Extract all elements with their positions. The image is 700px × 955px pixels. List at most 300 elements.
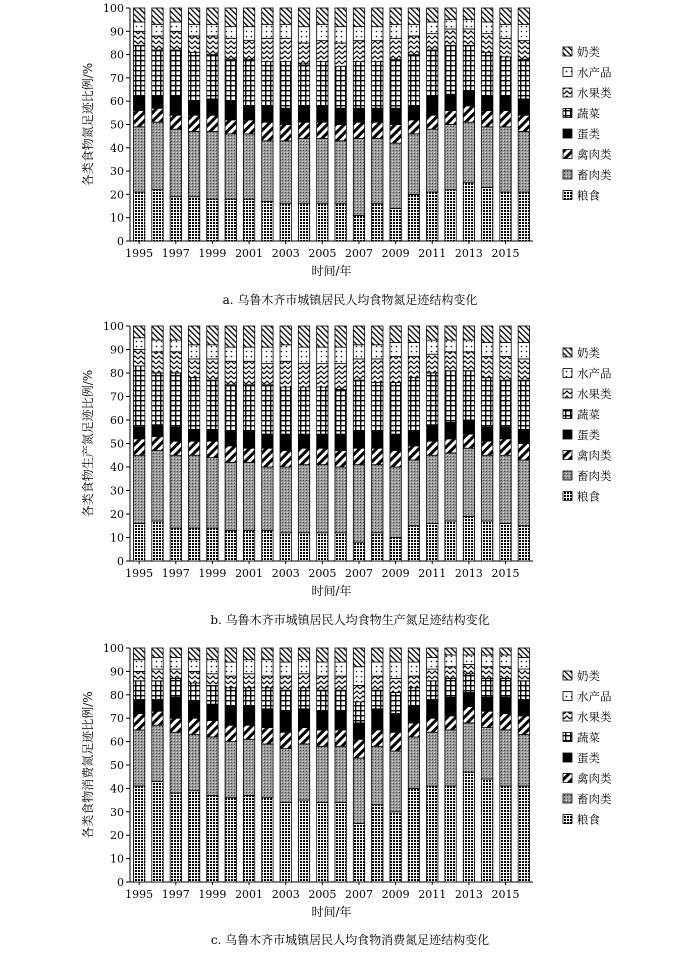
bar-segment-水果类 xyxy=(335,676,346,690)
legend-swatch-粮食 xyxy=(563,492,572,501)
bar-segment-蔬菜 xyxy=(152,50,163,97)
bar-segment-粮食 xyxy=(335,204,346,241)
bar-segment-蛋类 xyxy=(445,422,456,438)
bar-segment-粮食 xyxy=(243,795,254,882)
bar-segment-水果类 xyxy=(262,364,273,385)
bar-segment-水果类 xyxy=(243,41,254,60)
bar-segment-水产品 xyxy=(482,655,493,667)
bar-segment-粮食 xyxy=(408,194,419,241)
bar-segment-蔬菜 xyxy=(445,45,456,94)
bar-segment-粮食 xyxy=(188,791,199,882)
bar-segment-奶类 xyxy=(353,8,364,27)
bar-segment-粮食 xyxy=(170,793,181,882)
bar-segment-蛋类 xyxy=(500,427,511,439)
legend-swatch-禽肉类 xyxy=(563,451,572,460)
bar-segment-奶类 xyxy=(408,648,419,662)
bar-segment-禽肉类 xyxy=(463,434,474,448)
stacked-bar-1995 xyxy=(133,648,144,882)
bar-segment-奶类 xyxy=(298,326,309,347)
y-tick-label: 80 xyxy=(110,48,124,62)
bar-segment-水产品 xyxy=(353,667,364,686)
bar-segment-水产品 xyxy=(280,24,291,38)
bar-segment-水产品 xyxy=(298,347,309,363)
chart-caption: a. 乌鲁木齐市城镇居民人均食物氮足迹结构变化 xyxy=(222,293,478,307)
bar-segment-水果类 xyxy=(482,34,493,53)
bar-segment-水产品 xyxy=(243,27,254,41)
bar-segment-畜肉类 xyxy=(500,455,511,523)
bar-segment-蔬菜 xyxy=(335,389,346,434)
x-axis-label: 时间/年 xyxy=(311,905,352,919)
bar-segment-水果类 xyxy=(243,361,254,385)
stacked-bar-2004 xyxy=(298,326,309,561)
y-tick-label: 0 xyxy=(117,235,124,248)
y-tick-label: 30 xyxy=(110,484,124,498)
legend-swatch-奶类 xyxy=(563,348,572,357)
stacked-bar-2000 xyxy=(225,8,236,241)
bar-segment-畜肉类 xyxy=(207,131,218,199)
bar-segment-水产品 xyxy=(335,27,346,43)
stacked-bar-1995 xyxy=(133,326,144,561)
x-axis-label: 时间/年 xyxy=(311,264,352,278)
bar-segment-奶类 xyxy=(463,648,474,655)
bar-segment-水产品 xyxy=(317,24,328,40)
bar-segment-水产品 xyxy=(500,342,511,356)
bar-segment-水果类 xyxy=(317,41,328,62)
bar-segment-蛋类 xyxy=(188,429,199,441)
bar-segment-蔬菜 xyxy=(408,688,419,707)
legend-swatch-水果类 xyxy=(563,712,572,721)
stacked-bar-2011 xyxy=(427,648,438,882)
bar-segment-畜肉类 xyxy=(317,138,328,203)
bar-segment-蔬菜 xyxy=(445,678,456,697)
bar-segment-蔬菜 xyxy=(225,385,236,432)
bar-segment-蔬菜 xyxy=(427,373,438,425)
stacked-bar-2003 xyxy=(280,648,291,882)
y-tick-label: 80 xyxy=(110,688,124,702)
legend-swatch-水产品 xyxy=(563,369,572,378)
legend-label-蛋类: 蛋类 xyxy=(577,751,600,765)
bar-segment-奶类 xyxy=(427,8,438,22)
bar-segment-畜肉类 xyxy=(335,746,346,802)
bar-segment-畜肉类 xyxy=(482,127,493,188)
y-axis-label: 各类食物生产氮足迹比例/% xyxy=(81,369,95,518)
bar-segment-蛋类 xyxy=(335,434,346,450)
bar-segment-水果类 xyxy=(225,361,236,385)
bar-segment-畜肉类 xyxy=(463,122,474,183)
stacked-bar-2001 xyxy=(243,326,254,561)
stacked-bar-1995 xyxy=(133,8,144,241)
legend-label-粮食: 粮食 xyxy=(577,812,600,827)
bar-segment-蛋类 xyxy=(518,99,529,115)
bar-segment-水产品 xyxy=(207,24,218,36)
bar-segment-水果类 xyxy=(408,357,419,378)
bar-segment-畜肉类 xyxy=(152,725,163,781)
bar-segment-蔬菜 xyxy=(298,387,309,434)
bar-segment-水产品 xyxy=(335,662,346,676)
bar-segment-禽肉类 xyxy=(445,111,456,125)
bar-segment-水果类 xyxy=(518,41,529,60)
bar-segment-畜肉类 xyxy=(170,732,181,793)
bar-segment-粮食 xyxy=(445,521,456,561)
bar-segment-奶类 xyxy=(317,648,328,662)
bar-segment-蛋类 xyxy=(188,101,199,115)
bar-segment-禽肉类 xyxy=(262,122,273,141)
y-tick-label: 80 xyxy=(110,367,124,380)
bar-segment-粮食 xyxy=(133,523,144,561)
bar-segment-奶类 xyxy=(225,648,236,662)
legend xyxy=(563,669,612,827)
bar-segment-粮食 xyxy=(243,199,254,241)
bar-segment-蛋类 xyxy=(207,704,218,720)
bar-segment-畜肉类 xyxy=(390,467,401,538)
bar-segment-水产品 xyxy=(518,342,529,358)
stacked-bar-2014 xyxy=(482,326,493,561)
y-tick-label: 20 xyxy=(110,188,124,202)
bar-segment-水果类 xyxy=(170,669,181,678)
bar-segment-蛋类 xyxy=(335,711,346,730)
stacked-bar-2011 xyxy=(427,8,438,241)
bar-segment-蔬菜 xyxy=(353,62,364,109)
bar-segment-水产品 xyxy=(188,24,199,36)
bar-segment-水产品 xyxy=(152,657,163,669)
y-tick-label: 70 xyxy=(110,712,124,726)
bar-segment-畜肉类 xyxy=(353,465,364,543)
x-tick-label: 2001 xyxy=(235,247,264,260)
legend-label-水果类: 水果类 xyxy=(577,710,612,724)
stacked-bar-2001 xyxy=(243,8,254,241)
bar-segment-禽肉类 xyxy=(280,125,291,141)
bar-segment-蔬菜 xyxy=(482,378,493,427)
bar-segment-蔬菜 xyxy=(500,678,511,697)
stacked-bar-2006 xyxy=(335,648,346,882)
y-tick-label: 0 xyxy=(117,555,124,568)
bar-segment-蛋类 xyxy=(390,714,401,733)
stacked-bar-1996 xyxy=(152,326,163,561)
bar-segment-水果类 xyxy=(188,36,199,52)
bar-segment-禽肉类 xyxy=(225,446,236,462)
legend-label-畜肉类: 畜肉类 xyxy=(577,168,612,182)
legend-swatch-蔬菜 xyxy=(563,410,572,419)
bar-segment-畜肉类 xyxy=(500,730,511,786)
x-tick-label: 2011 xyxy=(418,247,447,260)
bar-segment-蔬菜 xyxy=(445,371,456,423)
legend-swatch-畜肉类 xyxy=(563,170,572,179)
y-tick-label: 50 xyxy=(110,118,124,132)
bar-segment-粮食 xyxy=(500,192,511,241)
bar-segment-畜肉类 xyxy=(390,751,401,812)
bar-segment-蛋类 xyxy=(133,427,144,439)
bar-segment-蛋类 xyxy=(427,425,438,441)
bar-segment-畜肉类 xyxy=(280,467,291,533)
stacked-bar-1997 xyxy=(170,8,181,241)
bar-segment-粮食 xyxy=(372,805,383,882)
bar-segment-蔬菜 xyxy=(133,681,144,700)
bar-segment-粮食 xyxy=(518,526,529,561)
bar-segment-禽肉类 xyxy=(427,718,438,732)
legend-label-禽肉类: 禽肉类 xyxy=(577,771,612,786)
bar-segment-畜肉类 xyxy=(408,737,419,788)
bar-segment-水产品 xyxy=(482,22,493,34)
bar-segment-畜肉类 xyxy=(518,460,529,526)
bar-segment-水果类 xyxy=(500,667,511,679)
bar-segment-水果类 xyxy=(280,361,291,387)
bar-segment-粮食 xyxy=(427,523,438,561)
bar-segment-粮食 xyxy=(335,802,346,882)
bar-segment-禽肉类 xyxy=(152,711,163,725)
bar-segment-水果类 xyxy=(317,364,328,388)
bar-segment-禽肉类 xyxy=(207,441,218,457)
legend-swatch-蔬菜 xyxy=(563,109,572,118)
legend-label-蛋类: 蛋类 xyxy=(577,127,600,141)
bar-segment-粮食 xyxy=(133,786,144,882)
bar-segment-蔬菜 xyxy=(298,688,309,709)
bar-segment-蛋类 xyxy=(518,429,529,443)
x-tick-label: 1995 xyxy=(125,888,154,901)
bar-segment-禽肉类 xyxy=(335,125,346,141)
bar-segment-水果类 xyxy=(390,357,401,383)
bar-segment-畜肉类 xyxy=(335,141,346,204)
bar-segment-水果类 xyxy=(207,36,218,55)
bar-segment-奶类 xyxy=(188,648,199,660)
bar-segment-蛋类 xyxy=(408,106,419,120)
bar-segment-蔬菜 xyxy=(207,685,218,704)
bar-segment-畜肉类 xyxy=(390,143,401,208)
bar-segment-奶类 xyxy=(390,8,401,24)
legend-swatch-粮食 xyxy=(563,191,572,200)
bar-segment-水果类 xyxy=(133,671,144,680)
x-tick-label: 2003 xyxy=(271,888,300,901)
bar-segment-畜肉类 xyxy=(170,129,181,197)
stacked-bar-2016 xyxy=(518,8,529,241)
bar-segment-水产品 xyxy=(225,347,236,361)
bar-segment-禽肉类 xyxy=(280,451,291,467)
x-tick-label: 2001 xyxy=(235,888,264,901)
bar-segment-蔬菜 xyxy=(133,45,144,96)
bar-segment-畜肉类 xyxy=(372,465,383,533)
bar-segment-奶类 xyxy=(262,326,273,347)
legend-swatch-畜肉类 xyxy=(563,794,572,803)
bar-segment-水果类 xyxy=(463,352,474,371)
bar-segment-蛋类 xyxy=(482,427,493,441)
bar-segment-奶类 xyxy=(335,648,346,662)
bar-segment-水产品 xyxy=(280,345,291,361)
legend-label-水产品: 水产品 xyxy=(577,65,612,80)
y-tick-label: 100 xyxy=(103,2,124,15)
bar-segment-奶类 xyxy=(482,648,493,655)
legend-label-水产品: 水产品 xyxy=(577,366,612,381)
bar-segment-禽肉类 xyxy=(482,711,493,727)
bar-segment-水产品 xyxy=(482,342,493,356)
bar-segment-奶类 xyxy=(133,648,144,660)
bar-segment-奶类 xyxy=(170,8,181,22)
bar-segment-禽肉类 xyxy=(317,730,328,746)
bar-segment-水果类 xyxy=(390,678,401,692)
bar-segment-水果类 xyxy=(500,38,511,57)
bar-segment-水果类 xyxy=(170,352,181,373)
stacked-bar-2013 xyxy=(463,8,474,241)
stacked-bar-1997 xyxy=(170,648,181,882)
bar-segment-畜肉类 xyxy=(353,138,364,215)
chart-panel-a xyxy=(80,2,612,307)
bar-segment-奶类 xyxy=(152,8,163,24)
y-tick-label: 60 xyxy=(110,414,124,427)
chart-caption: c. 乌鲁木齐市城镇居民人均食物消费氮足迹结构变化 xyxy=(210,933,490,947)
bar-segment-奶类 xyxy=(207,648,218,660)
bar-segment-蛋类 xyxy=(390,108,401,124)
bar-segment-水产品 xyxy=(463,20,474,29)
bar-segment-蔬菜 xyxy=(243,59,254,106)
bar-segment-蛋类 xyxy=(408,432,419,446)
stacked-bar-2015 xyxy=(500,326,511,561)
legend-swatch-水果类 xyxy=(563,88,572,97)
bar-segment-粮食 xyxy=(280,533,291,561)
bar-segment-禽肉类 xyxy=(390,451,401,467)
bar-segment-蔬菜 xyxy=(427,681,438,700)
bar-segment-奶类 xyxy=(353,648,364,667)
bar-segment-水产品 xyxy=(152,340,163,352)
bar-segment-水果类 xyxy=(408,676,419,688)
y-tick-label: 60 xyxy=(110,95,124,109)
y-tick-label: 100 xyxy=(103,320,124,333)
bar-segment-蛋类 xyxy=(188,702,199,718)
legend xyxy=(563,346,612,504)
bar-segment-水果类 xyxy=(518,669,529,681)
bar-segment-蛋类 xyxy=(500,697,511,713)
bar-segment-禽肉类 xyxy=(170,441,181,455)
bar-segment-蔬菜 xyxy=(482,678,493,697)
bar-segment-水产品 xyxy=(390,662,401,678)
bar-segment-蛋类 xyxy=(280,711,291,732)
x-tick-label: 2003 xyxy=(271,567,300,580)
bar-segment-奶类 xyxy=(482,326,493,342)
bar-segment-奶类 xyxy=(243,326,254,347)
bar-segment-禽肉类 xyxy=(225,120,236,134)
legend-swatch-奶类 xyxy=(563,47,572,56)
bar-segment-粮食 xyxy=(207,528,218,561)
bar-segment-蛋类 xyxy=(170,97,181,116)
bar-segment-蛋类 xyxy=(353,108,364,122)
bar-segment-蛋类 xyxy=(225,432,236,446)
bar-segment-奶类 xyxy=(408,326,419,342)
bar-segment-畜肉类 xyxy=(298,744,309,800)
bar-segment-蛋类 xyxy=(298,106,309,122)
bar-segment-粮食 xyxy=(518,192,529,241)
bar-segment-粮食 xyxy=(243,530,254,561)
bar-segment-奶类 xyxy=(280,648,291,662)
bar-segment-水产品 xyxy=(518,24,529,40)
stacked-bar-1998 xyxy=(188,8,199,241)
stacked-bar-2007 xyxy=(353,8,364,241)
stacked-bar-2000 xyxy=(225,326,236,561)
bar-segment-水产品 xyxy=(225,662,236,676)
bar-segment-蛋类 xyxy=(243,432,254,448)
bar-segment-粮食 xyxy=(445,190,456,241)
stacked-bar-1998 xyxy=(188,326,199,561)
bar-segment-禽肉类 xyxy=(207,115,218,131)
stacked-bar-2014 xyxy=(482,8,493,241)
legend xyxy=(563,45,612,203)
bar-segment-禽肉类 xyxy=(152,108,163,122)
bar-segment-禽肉类 xyxy=(133,439,144,455)
bar-segment-蔬菜 xyxy=(463,371,474,420)
bar-segment-水果类 xyxy=(463,664,474,673)
bar-segment-畜肉类 xyxy=(225,134,236,199)
bar-segment-蔬菜 xyxy=(463,674,474,693)
bar-segment-蔬菜 xyxy=(518,59,529,99)
y-tick-label: 30 xyxy=(110,165,124,179)
bar-segment-粮食 xyxy=(372,204,383,241)
x-tick-label: 2009 xyxy=(381,888,410,901)
bar-segment-粮食 xyxy=(298,800,309,882)
bar-segment-畜肉类 xyxy=(463,723,474,772)
bar-segment-水果类 xyxy=(335,364,346,390)
bar-segment-粮食 xyxy=(152,781,163,882)
legend-label-畜肉类: 畜肉类 xyxy=(577,792,612,806)
bar-segment-蛋类 xyxy=(207,99,218,115)
bar-segment-畜肉类 xyxy=(243,462,254,530)
bar-segment-水果类 xyxy=(427,34,438,50)
bar-segment-蔬菜 xyxy=(133,366,144,427)
bar-segment-禽肉类 xyxy=(317,448,328,464)
bar-segment-畜肉类 xyxy=(280,749,291,803)
bar-segment-禽肉类 xyxy=(243,120,254,134)
x-tick-label: 2009 xyxy=(381,247,410,260)
bar-segment-禽肉类 xyxy=(225,725,236,741)
bar-segment-蔬菜 xyxy=(188,683,199,702)
bar-segment-奶类 xyxy=(133,8,144,22)
bar-segment-蛋类 xyxy=(353,432,364,448)
bar-segment-粮食 xyxy=(170,528,181,561)
x-tick-label: 2015 xyxy=(491,247,520,260)
legend-swatch-粮食 xyxy=(563,815,572,824)
bar-segment-奶类 xyxy=(427,326,438,340)
bar-segment-水果类 xyxy=(207,359,218,380)
bar-segment-水果类 xyxy=(427,669,438,681)
bar-segment-蔬菜 xyxy=(518,380,529,429)
bar-segment-奶类 xyxy=(482,8,493,22)
legend-label-蛋类: 蛋类 xyxy=(577,428,600,442)
bar-segment-畜肉类 xyxy=(518,131,529,192)
bar-segment-水果类 xyxy=(445,352,456,371)
bar-segment-奶类 xyxy=(207,8,218,24)
bar-segment-水果类 xyxy=(280,676,291,690)
stacked-bar-2008 xyxy=(372,326,383,561)
bar-segment-蔬菜 xyxy=(353,380,364,432)
x-tick-label: 2009 xyxy=(381,567,410,580)
bar-segment-奶类 xyxy=(207,326,218,345)
bar-segment-粮食 xyxy=(372,533,383,561)
bar-segment-水果类 xyxy=(133,31,144,45)
bar-segment-畜肉类 xyxy=(207,458,218,528)
bar-segment-水产品 xyxy=(133,22,144,31)
bar-segment-奶类 xyxy=(518,326,529,342)
stacked-bar-2008 xyxy=(372,8,383,241)
legend-swatch-水产品 xyxy=(563,692,572,701)
x-tick-label: 2015 xyxy=(491,888,520,901)
bar-segment-禽肉类 xyxy=(390,125,401,144)
bar-segment-禽肉类 xyxy=(298,728,309,744)
bar-segment-水产品 xyxy=(262,347,273,363)
bar-segment-蔬菜 xyxy=(280,690,291,711)
bar-segment-水产品 xyxy=(188,660,199,672)
bar-segment-奶类 xyxy=(152,326,163,340)
y-tick-label: 20 xyxy=(110,508,124,521)
bar-segment-粮食 xyxy=(188,528,199,561)
bar-segment-禽肉类 xyxy=(298,122,309,138)
bar-segment-水果类 xyxy=(445,667,456,679)
bar-segment-禽肉类 xyxy=(243,448,254,462)
bar-segment-水果类 xyxy=(372,359,383,383)
